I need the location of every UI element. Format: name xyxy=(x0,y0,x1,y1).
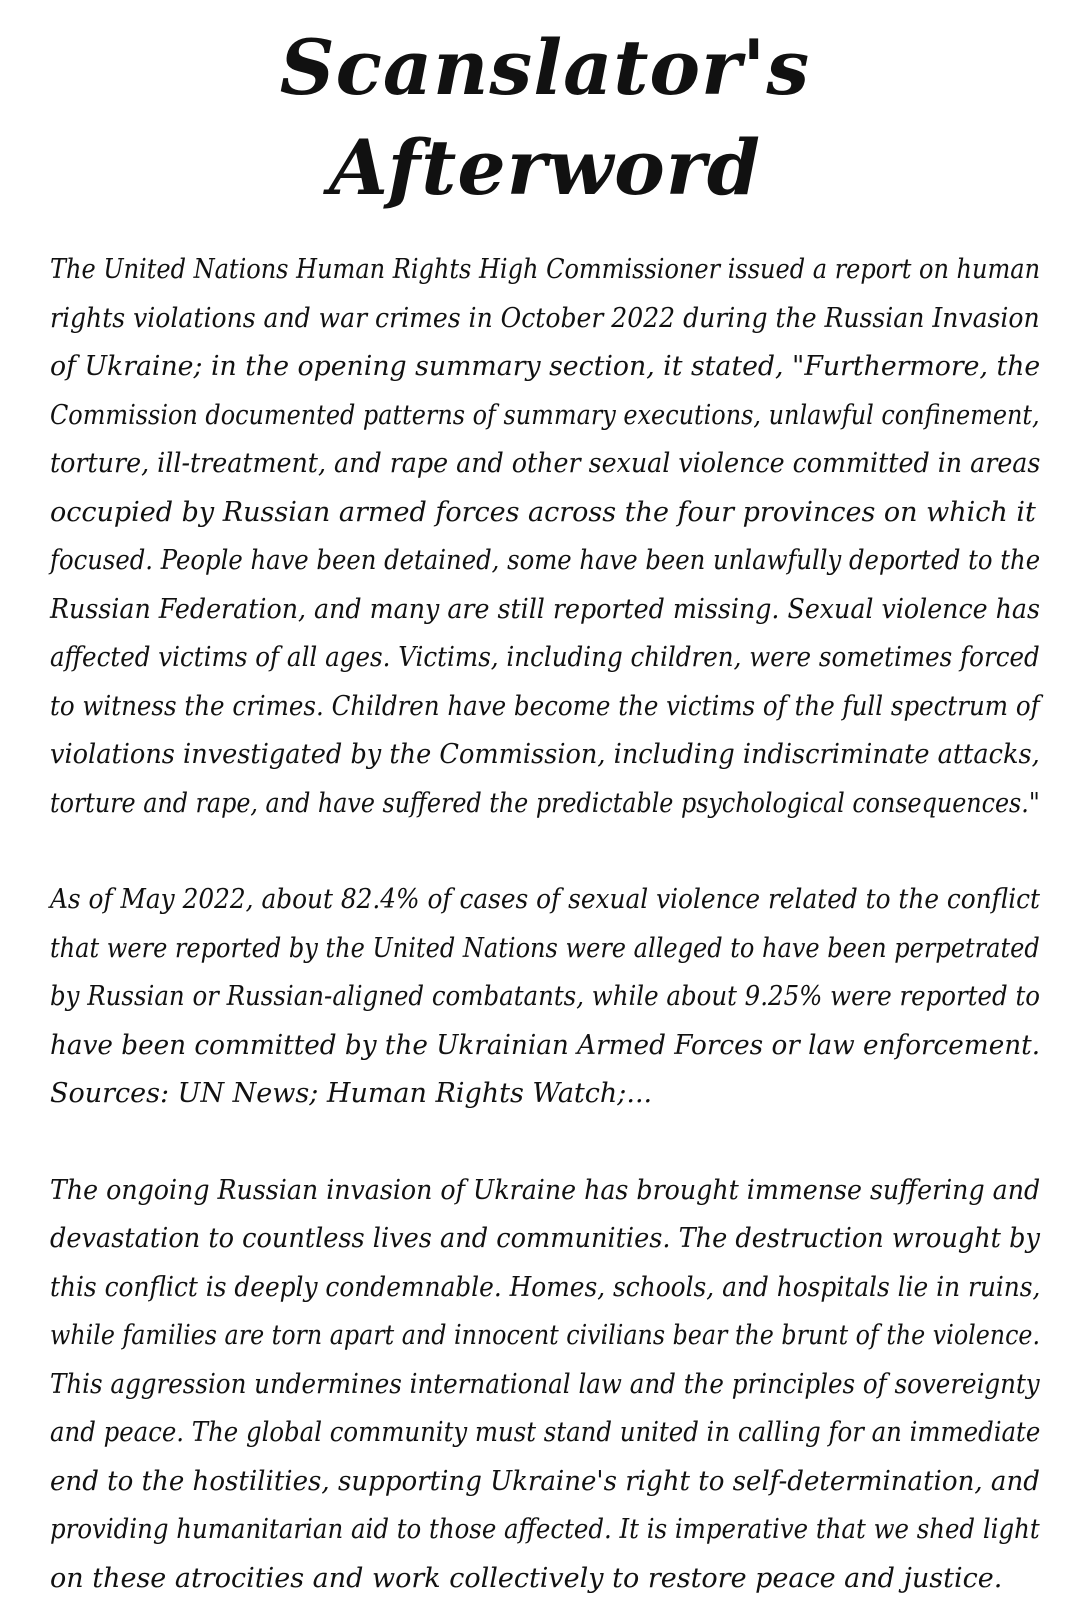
text-line: on these atrocities and work collectively to restore peace and justice. xyxy=(50,1555,1040,1603)
text-line: rights violations and war crimes in October 2022 during the Russian Invasion xyxy=(50,295,969,344)
paragraph-statistics xyxy=(50,876,1040,1119)
paragraph-statement xyxy=(50,1167,1040,1603)
text-line: by Russian or Russian-aligned combatants, while about 9.25% were reported to xyxy=(50,973,947,1022)
text-line: focused. People have been detained, some have been unlawfully deported to the xyxy=(50,537,941,586)
page-title: Scanslator's Afterword xyxy=(50,18,1040,218)
text-line: The ongoing Russian invasion of Ukraine has brought immense suffering and xyxy=(50,1167,976,1216)
text-line: this conflict is deeply condemnable. Homes, schools, and hospitals lie in ruins, xyxy=(50,1264,961,1313)
text-line: torture and rape, and have suffered the predictable psychological consequences." xyxy=(50,780,923,829)
text-line: violations investigated by the Commission, including indiscriminate attacks, xyxy=(50,731,988,780)
text-line: torture, ill-treatment, and rape and other sexual violence committed in areas xyxy=(50,440,978,489)
paragraph-gap xyxy=(50,828,1040,876)
text-line: end to the hostilities, supporting Ukraine's right to self-determination, and xyxy=(50,1458,1005,1507)
text-line: while families are torn apart and innocent civilians bear the brunt of the violence. xyxy=(50,1312,921,1361)
text-line: providing humanitarian aid to those affected. It is imperative that we shed light xyxy=(50,1506,946,1555)
text-line: and peace. The global community must stand united in calling for an immediate xyxy=(50,1409,944,1458)
text-line: occupied by Russian armed forces across the four provinces on which it xyxy=(50,489,1040,538)
text-line: As of May 2022, about 82.4% of cases of sexual violence related to the conflict xyxy=(50,876,959,925)
text-line: have been committed by the Ukrainian Armed Forces or law enforcement. xyxy=(50,1022,1013,1071)
text-line: Commission documented patterns of summary executions, unlawful confinement, xyxy=(50,392,927,441)
paragraph-un-report xyxy=(50,246,1040,828)
sources-line: Sources: UN News; Human Rights Watch;... xyxy=(50,1070,1040,1119)
text-line: to witness the crimes. Children have become the victims of the full spectrum of xyxy=(50,683,949,732)
text-line: Russian Federation, and many are still reported missing. Sexual violence has xyxy=(50,586,977,635)
text-line: that were reported by the United Nations were alleged to have been perpetrated xyxy=(50,925,931,974)
text-line: The United Nations Human Rights High Commissioner issued a report on human xyxy=(50,246,931,295)
paragraph-gap xyxy=(50,1119,1040,1167)
text-line: affected victims of all ages. Victims, including children, were sometimes forced xyxy=(50,634,951,683)
text-line: of Ukraine; in the opening summary section, it stated, "Furthermore, the xyxy=(50,343,1030,392)
text-line: This aggression undermines international law and the principles of sovereignty xyxy=(50,1361,950,1410)
text-line: devastation to countless lives and communities. The destruction wrought by xyxy=(50,1215,988,1264)
